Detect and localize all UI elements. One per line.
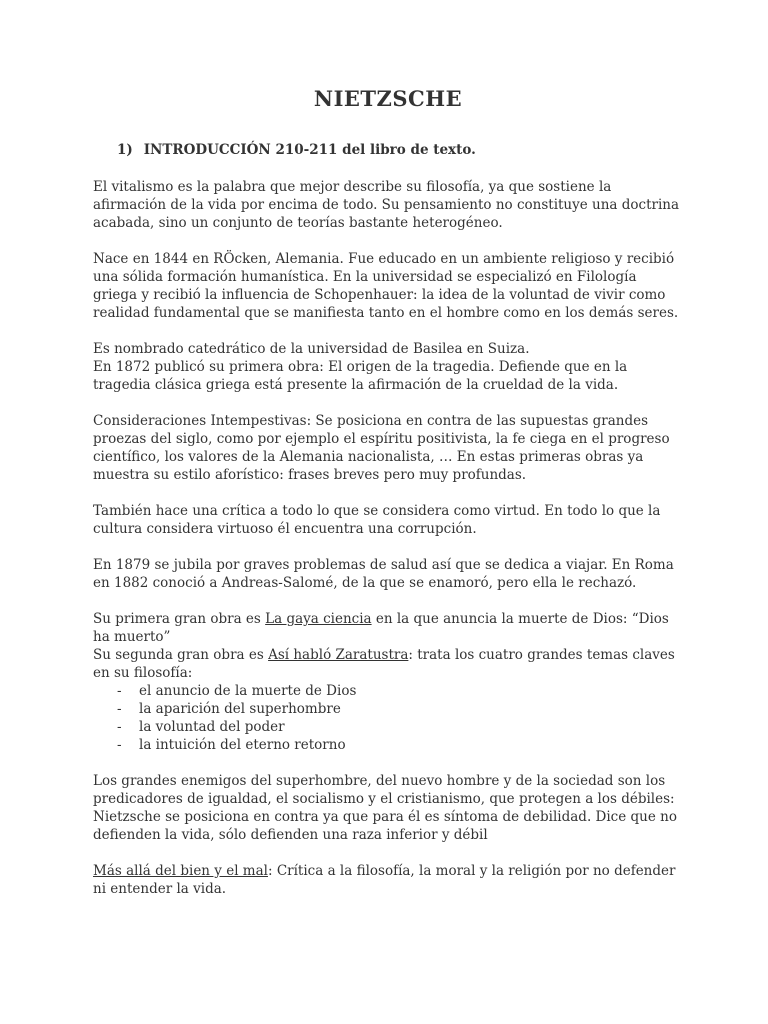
section-number: 1) [117, 142, 133, 158]
obra-2-prefix: Su segunda gran obra es [93, 647, 269, 663]
basilea-line-1: Es nombrado catedrático de la universidad de Basilea en Suiza. [93, 341, 530, 357]
list-item-text: la aparición del superhombre [139, 701, 341, 717]
list-item-text: el anuncio de la muerte de Dios [139, 683, 357, 699]
document-title: NIETZSCHE [313, 86, 463, 111]
obra-2-title: Así habló Zaratustra [268, 647, 409, 663]
paragraph-basilea [93, 340, 683, 394]
list-bullet: - [117, 683, 122, 699]
paragraph-obras [93, 610, 683, 682]
list-item [93, 682, 683, 700]
mas-alla-text: : Crítica a la filosofía, la moral y la religión por no defender ni entender la vida. [93, 863, 676, 897]
list-bullet: - [117, 719, 122, 735]
paragraph-virtud: También hace una crítica a todo lo que se considera como virtud. En todo lo que la cultura considera virtuoso él encuentra una corrupción. [93, 503, 661, 537]
mas-alla-title: Más allá del bien y el mal [93, 863, 268, 879]
list-item [93, 700, 683, 718]
list-item [93, 736, 683, 754]
list-bullet: - [117, 737, 122, 753]
paragraph-enemigos: Los grandes enemigos del superhombre, del nuevo hombre y de la sociedad son los predicadores de igualdad, el socialismo y el cristianismo, que protegen a los débiles: Nietzsche se posiciona en contra ya que para él es síntoma de debilidad. Dice que no defienden la vida, sólo defienden una raza inferior y débil [93, 773, 677, 843]
list-item-text: la intuición del eterno retorno [139, 737, 346, 753]
paragraph-vitalismo: El vitalismo es la palabra que mejor describe su filosofía, ya que sostiene la afirmación de la vida por encima de todo. Su pensamiento no constituye una doctrina acabada, sino un conjunto de teorías bastante heterogéneo. [93, 179, 680, 231]
paragraph-biografia: Nace en 1844 en RÖcken, Alemania. Fue educado en un ambiente religioso y recibió una sólida formación humanística. En la universidad se especializó en Filología griega y recibió la influencia de Schopenhauer: la idea de la voluntad de vivir como realidad fundamental que se manifiesta tanto en el hombre como en los demás seres. [93, 251, 679, 321]
paragraph-jubilacion: En 1879 se jubila por graves problemas de salud así que se dedica a viajar. En Roma en 1882 conoció a Andreas-Salomé, de la que se enamoró, pero ella le rechazó. [93, 557, 674, 591]
obra-2-suffix: : trata los cuatro grandes temas claves en su filosofía: [93, 647, 675, 681]
paragraph-mas-alla [93, 862, 683, 898]
section-heading [117, 141, 683, 159]
obra-1-suffix: en la que anuncia la muerte de Dios: “Dios ha muerto” [93, 611, 669, 645]
obra-1-prefix: Su primera gran obra es [93, 611, 266, 627]
obra-1-title: La gaya ciencia [265, 611, 372, 627]
list-bullet: - [117, 701, 122, 717]
list-item [93, 718, 683, 736]
list-item-text: la voluntad del poder [139, 719, 285, 735]
paragraph-intempestivas: Consideraciones Intempestivas: Se posiciona en contra de las supuestas grandes proezas del siglo, como por ejemplo el espíritu positivista, la fe ciega en el progreso científico, los valores de la Alemania nacionalista, … En estas primeras obras ya muestra su estilo aforístico: frases breves pero muy profundas. [93, 413, 670, 483]
themes-list [93, 682, 683, 754]
document-page [93, 86, 683, 916]
basilea-line-2: En 1872 publicó su primera obra: El origen de la tragedia. Defiende que en la tragedia clásica griega está presente la afirmación de la crueldad de la vida. [93, 359, 628, 393]
section-heading-text: INTRODUCCIÓN 210-211 del libro de texto. [143, 142, 476, 158]
